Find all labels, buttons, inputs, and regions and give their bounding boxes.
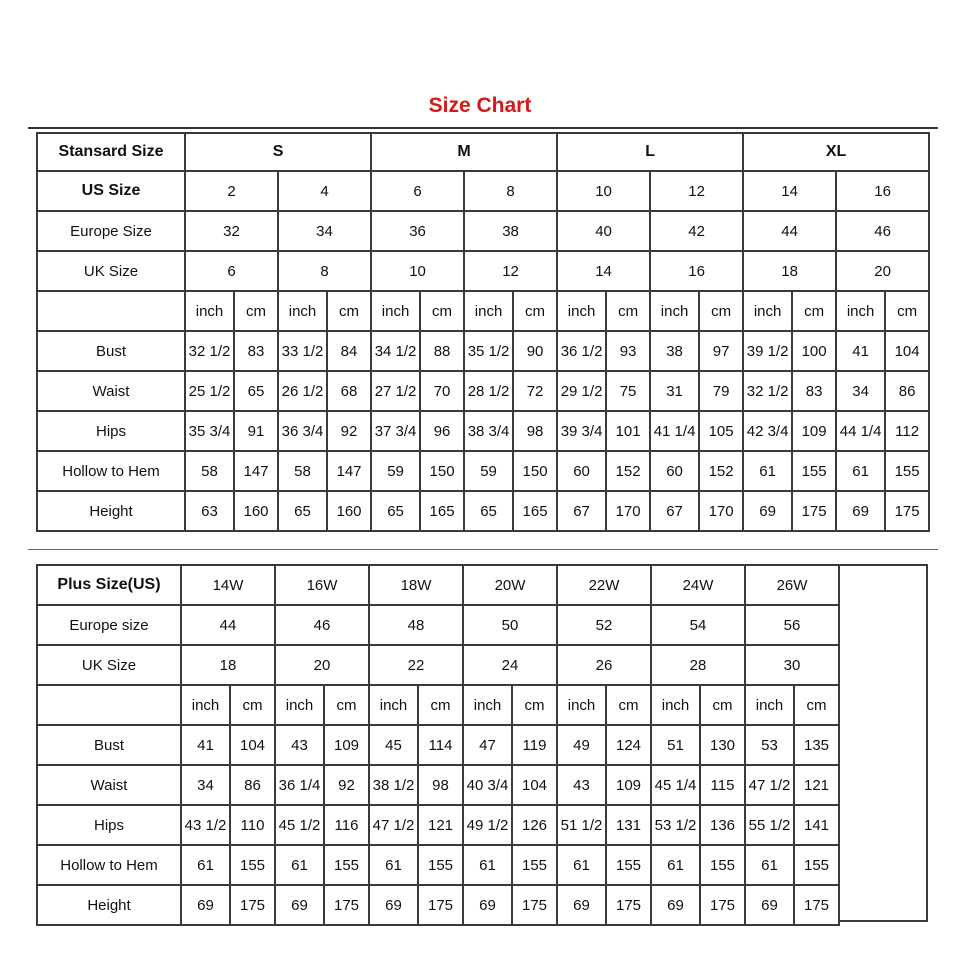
measurement-label: Hollow to Hem [37,845,181,885]
measurement-cell: 61 [745,845,794,885]
measurement-label: Waist [37,371,185,411]
us-size-cell: 8 [464,171,557,211]
measurement-cell: 39 3/4 [557,411,606,451]
measurement-cell: 100 [792,331,836,371]
unit-header-blank [37,291,185,331]
measurement-cell: 147 [327,451,371,491]
us-size-cell: 14 [743,171,836,211]
measurement-cell: 130 [700,725,745,765]
measurement-cell: 26 1/2 [278,371,327,411]
measurement-cell: 61 [181,845,230,885]
unit-header: cm [700,685,745,725]
europe-size-cell: 38 [464,211,557,251]
measurement-cell: 155 [230,845,275,885]
measurement-cell: 34 [181,765,230,805]
measurement-cell: 69 [181,885,230,925]
measurement-cell: 69 [836,491,885,531]
measurement-cell: 160 [327,491,371,531]
unit-header: inch [185,291,234,331]
size-group-l: L [557,133,743,171]
unit-header-blank [37,685,181,725]
uk-size-cell: 14 [557,251,650,291]
measurement-cell: 45 1/2 [275,805,324,845]
measurement-cell: 104 [512,765,557,805]
measurement-cell: 98 [418,765,463,805]
europe-size-cell: 36 [371,211,464,251]
plus-size-cell: 14W [181,565,275,605]
measurement-cell: 47 [463,725,512,765]
europe-size-cell: 46 [275,605,369,645]
measurement-cell: 49 1/2 [463,805,512,845]
plus-size-cell: 24W [651,565,745,605]
europe-size-cell: 52 [557,605,651,645]
table-row [37,725,839,765]
measurement-cell: 155 [792,451,836,491]
measurement-cell: 114 [418,725,463,765]
measurement-cell: 109 [792,411,836,451]
measurement-cell: 175 [606,885,651,925]
measurement-cell: 160 [234,491,278,531]
measurement-cell: 31 [650,371,699,411]
unit-header: inch [371,291,420,331]
uk-size-cell: 26 [557,645,651,685]
measurement-cell: 58 [278,451,327,491]
table-row [37,885,839,925]
plus-size-cell: 16W [275,565,369,605]
measurement-cell: 83 [234,331,278,371]
unit-header: cm [885,291,929,331]
measurement-cell: 175 [418,885,463,925]
measurement-cell: 34 1/2 [371,331,420,371]
measurement-cell: 147 [234,451,278,491]
measurement-cell: 119 [512,725,557,765]
measurement-cell: 41 [181,725,230,765]
measurement-label: Waist [37,765,181,805]
plus-size-cell: 20W [463,565,557,605]
measurement-cell: 175 [700,885,745,925]
measurement-cell: 44 1/4 [836,411,885,451]
measurement-cell: 61 [369,845,418,885]
europe-size-cell: 40 [557,211,650,251]
europe-size-cell: 54 [651,605,745,645]
measurement-cell: 53 1/2 [651,805,700,845]
unit-header: inch [181,685,230,725]
uk-size-cell: 20 [275,645,369,685]
measurement-cell: 61 [557,845,606,885]
table-row [37,211,929,251]
measurement-cell: 38 [650,331,699,371]
measurement-cell: 58 [185,451,234,491]
unit-header: cm [324,685,369,725]
measurement-cell: 61 [275,845,324,885]
plus-size-label: Plus Size(US) [37,565,181,605]
plus-table-empty-column [838,564,928,922]
measurement-cell: 34 [836,371,885,411]
size-group-m: M [371,133,557,171]
measurement-cell: 65 [371,491,420,531]
measurement-cell: 32 1/2 [743,371,792,411]
measurement-cell: 155 [512,845,557,885]
measurement-cell: 51 1/2 [557,805,606,845]
europe-size-cell: 34 [278,211,371,251]
table-row [37,565,839,605]
measurement-cell: 65 [278,491,327,531]
measurement-cell: 97 [699,331,743,371]
measurement-cell: 25 1/2 [185,371,234,411]
uk-size-cell: 16 [650,251,743,291]
unit-header: inch [557,685,606,725]
unit-header: cm [794,685,839,725]
unit-header: inch [464,291,513,331]
table-row [37,411,929,451]
measurement-cell: 175 [885,491,929,531]
measurement-cell: 116 [324,805,369,845]
measurement-cell: 45 [369,725,418,765]
unit-header: cm [606,685,651,725]
europe-size-cell: 50 [463,605,557,645]
measurement-cell: 42 3/4 [743,411,792,451]
unit-header: inch [745,685,794,725]
measurement-cell: 43 1/2 [181,805,230,845]
measurement-cell: 69 [557,885,606,925]
measurement-cell: 63 [185,491,234,531]
measurement-cell: 126 [512,805,557,845]
table-row [37,291,929,331]
measurement-cell: 65 [234,371,278,411]
measurement-cell: 69 [369,885,418,925]
measurement-cell: 38 1/2 [369,765,418,805]
measurement-cell: 39 1/2 [743,331,792,371]
standard-size-table [36,132,930,532]
measurement-cell: 155 [418,845,463,885]
measurement-cell: 83 [792,371,836,411]
measurement-cell: 92 [324,765,369,805]
measurement-cell: 69 [745,885,794,925]
measurement-label: Height [37,491,185,531]
measurement-cell: 131 [606,805,651,845]
measurement-cell: 28 1/2 [464,371,513,411]
measurement-cell: 69 [743,491,792,531]
measurement-cell: 135 [794,725,839,765]
europe-size-cell: 56 [745,605,839,645]
measurement-cell: 79 [699,371,743,411]
measurement-cell: 124 [606,725,651,765]
measurement-cell: 36 1/2 [557,331,606,371]
measurement-cell: 27 1/2 [371,371,420,411]
uk-size-cell: 30 [745,645,839,685]
page-title: Size Chart [428,94,532,117]
measurement-cell: 104 [230,725,275,765]
measurement-cell: 175 [512,885,557,925]
measurement-cell: 61 [836,451,885,491]
unit-header: cm [513,291,557,331]
measurement-cell: 29 1/2 [557,371,606,411]
table-row [37,451,929,491]
measurement-cell: 175 [792,491,836,531]
unit-header: cm [327,291,371,331]
us-size-cell: 4 [278,171,371,211]
measurement-cell: 53 [745,725,794,765]
measurement-cell: 45 1/4 [651,765,700,805]
uk-size-cell: 6 [185,251,278,291]
measurement-cell: 69 [275,885,324,925]
unit-header: inch [650,291,699,331]
measurement-label: Hollow to Hem [37,451,185,491]
unit-header: inch [743,291,792,331]
measurement-cell: 86 [230,765,275,805]
measurement-cell: 88 [420,331,464,371]
measurement-cell: 105 [699,411,743,451]
measurement-cell: 98 [513,411,557,451]
measurement-cell: 165 [420,491,464,531]
divider [28,549,938,550]
measurement-cell: 109 [606,765,651,805]
measurement-cell: 91 [234,411,278,451]
measurement-cell: 115 [700,765,745,805]
plus-size-cell: 18W [369,565,463,605]
uk-size-cell: 28 [651,645,745,685]
us-size-cell: 2 [185,171,278,211]
europe-size-cell: 42 [650,211,743,251]
measurement-cell: 70 [420,371,464,411]
unit-header: cm [792,291,836,331]
us-size-cell: 16 [836,171,929,211]
measurement-cell: 37 3/4 [371,411,420,451]
unit-header: cm [512,685,557,725]
measurement-cell: 65 [464,491,513,531]
measurement-cell: 150 [513,451,557,491]
measurement-label: Hips [37,805,181,845]
europe-size-cell: 44 [181,605,275,645]
table-row [37,331,929,371]
unit-header: inch [278,291,327,331]
measurement-cell: 96 [420,411,464,451]
table-row [37,845,839,885]
us-size-cell: 10 [557,171,650,211]
table-row [37,645,839,685]
measurement-cell: 59 [371,451,420,491]
measurement-cell: 150 [420,451,464,491]
unit-header: cm [699,291,743,331]
measurement-cell: 155 [794,845,839,885]
measurement-cell: 110 [230,805,275,845]
measurement-cell: 67 [650,491,699,531]
measurement-cell: 165 [513,491,557,531]
measurement-cell: 36 1/4 [275,765,324,805]
measurement-cell: 121 [794,765,839,805]
measurement-cell: 101 [606,411,650,451]
measurement-cell: 49 [557,725,606,765]
table-row [37,685,839,725]
uk-size-label: UK Size [37,251,185,291]
measurement-cell: 61 [743,451,792,491]
unit-header: inch [463,685,512,725]
divider [28,127,938,129]
measurement-cell: 170 [699,491,743,531]
uk-size-cell: 10 [371,251,464,291]
measurement-cell: 41 1/4 [650,411,699,451]
measurement-cell: 35 3/4 [185,411,234,451]
measurement-cell: 109 [324,725,369,765]
uk-size-cell: 8 [278,251,371,291]
measurement-cell: 36 3/4 [278,411,327,451]
measurement-cell: 61 [651,845,700,885]
europe-size-label: Europe Size [37,211,185,251]
measurement-cell: 55 1/2 [745,805,794,845]
unit-header: cm [420,291,464,331]
measurement-cell: 35 1/2 [464,331,513,371]
measurement-cell: 175 [230,885,275,925]
measurement-label: Hips [37,411,185,451]
measurement-cell: 61 [463,845,512,885]
plus-size-table [36,564,840,926]
measurement-label: Bust [37,725,181,765]
measurement-cell: 170 [606,491,650,531]
table-row [37,491,929,531]
standard-size-label: Stansard Size [37,133,185,171]
uk-size-cell: 20 [836,251,929,291]
plus-size-cell: 22W [557,565,651,605]
measurement-cell: 104 [885,331,929,371]
table-row [37,371,929,411]
measurement-cell: 155 [606,845,651,885]
unit-header: inch [836,291,885,331]
unit-header: inch [651,685,700,725]
table-row [37,605,839,645]
measurement-cell: 68 [327,371,371,411]
uk-size-label: UK Size [37,645,181,685]
unit-header: cm [230,685,275,725]
measurement-cell: 60 [557,451,606,491]
us-size-cell: 6 [371,171,464,211]
measurement-cell: 93 [606,331,650,371]
table-row [37,251,929,291]
measurement-cell: 175 [794,885,839,925]
measurement-cell: 90 [513,331,557,371]
europe-size-label: Europe size [37,605,181,645]
plus-size-cell: 26W [745,565,839,605]
measurement-cell: 112 [885,411,929,451]
table-row [37,805,839,845]
us-size-label: US Size [37,171,185,211]
unit-header: inch [557,291,606,331]
measurement-cell: 86 [885,371,929,411]
measurement-cell: 92 [327,411,371,451]
table-row [37,133,929,171]
measurement-cell: 175 [324,885,369,925]
measurement-cell: 32 1/2 [185,331,234,371]
measurement-cell: 155 [324,845,369,885]
uk-size-cell: 18 [181,645,275,685]
measurement-cell: 47 1/2 [745,765,794,805]
unit-header: inch [369,685,418,725]
unit-header: cm [418,685,463,725]
measurement-cell: 152 [699,451,743,491]
measurement-cell: 155 [885,451,929,491]
europe-size-cell: 44 [743,211,836,251]
europe-size-cell: 32 [185,211,278,251]
uk-size-cell: 12 [464,251,557,291]
uk-size-cell: 18 [743,251,836,291]
measurement-cell: 136 [700,805,745,845]
measurement-cell: 67 [557,491,606,531]
us-size-cell: 12 [650,171,743,211]
size-group-s: S [185,133,371,171]
measurement-cell: 51 [651,725,700,765]
uk-size-cell: 22 [369,645,463,685]
measurement-cell: 84 [327,331,371,371]
measurement-cell: 155 [700,845,745,885]
europe-size-cell: 48 [369,605,463,645]
measurement-cell: 43 [557,765,606,805]
measurement-cell: 69 [463,885,512,925]
measurement-label: Bust [37,331,185,371]
measurement-cell: 141 [794,805,839,845]
measurement-cell: 41 [836,331,885,371]
size-group-xl: XL [743,133,929,171]
measurement-cell: 59 [464,451,513,491]
measurement-cell: 75 [606,371,650,411]
table-row [37,171,929,211]
measurement-cell: 121 [418,805,463,845]
measurement-cell: 152 [606,451,650,491]
measurement-cell: 47 1/2 [369,805,418,845]
uk-size-cell: 24 [463,645,557,685]
measurement-cell: 43 [275,725,324,765]
measurement-cell: 60 [650,451,699,491]
unit-header: inch [275,685,324,725]
table-row [37,765,839,805]
measurement-cell: 33 1/2 [278,331,327,371]
unit-header: cm [606,291,650,331]
europe-size-cell: 46 [836,211,929,251]
measurement-label: Height [37,885,181,925]
measurement-cell: 72 [513,371,557,411]
measurement-cell: 69 [651,885,700,925]
unit-header: cm [234,291,278,331]
measurement-cell: 40 3/4 [463,765,512,805]
measurement-cell: 38 3/4 [464,411,513,451]
